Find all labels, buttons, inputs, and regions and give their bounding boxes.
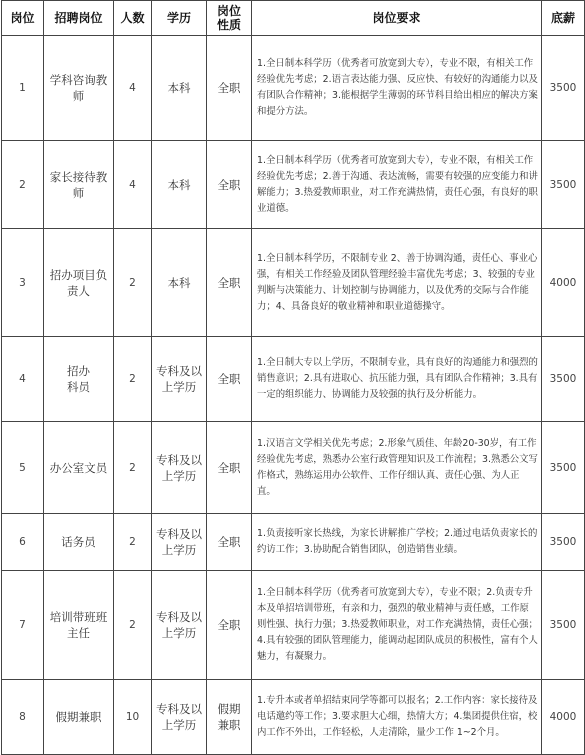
row-requirements: 1.负责接听家长热线，为家长讲解推广学校；2.通过电话负责家长的约访工作；3.协助配合销售团队，创造销售业绩。 [252, 514, 542, 571]
row-requirements: 1.全日制本科学历（优秀者可放宽到大专），专业不限，有相关工作经验优先考虑；2.语言表达能力强、反应快、有较好的沟通能力以及有团队合作精神；3.能根据学生薄弱的环节科目给出相应的解决方案和提分方法。 [252, 36, 542, 141]
header-count: 人数 [114, 1, 152, 36]
row-count: 2 [114, 514, 152, 571]
header-position: 招聘岗位 [44, 1, 114, 36]
row-position: 学科咨询教师 [44, 36, 114, 141]
table-row [2, 422, 585, 514]
row-index: 2 [2, 141, 44, 229]
row-position: 假期兼职 [44, 680, 114, 755]
row-nature: 全职 [207, 141, 252, 229]
row-position: 培训带班班主任 [44, 571, 114, 680]
table-row [2, 36, 585, 141]
row-salary: 4000 [542, 680, 585, 755]
header-requirements: 岗位要求 [252, 1, 542, 36]
row-index: 4 [2, 337, 44, 422]
table-row [2, 680, 585, 755]
row-nature: 全职 [207, 571, 252, 680]
row-count: 4 [114, 36, 152, 141]
row-education: 专科及以上学历 [152, 422, 207, 514]
row-count: 10 [114, 680, 152, 755]
row-salary: 3500 [542, 36, 585, 141]
row-position: 招办项目负责人 [44, 229, 114, 337]
row-index: 7 [2, 571, 44, 680]
row-education: 本科 [152, 36, 207, 141]
row-position: 话务员 [44, 514, 114, 571]
row-position: 家长接待教师 [44, 141, 114, 229]
row-salary: 3500 [542, 422, 585, 514]
table-row [2, 141, 585, 229]
table-row [2, 337, 585, 422]
row-requirements: 1.专升本或者单招结束同学等都可以报名；2.工作内容：家长接待及电话邀约等工作；3.要求胆大心细，热情大方；4.集团提供住宿，校内工作不外出，工作轻松，人走清除，量少工作 1~2个月。 [252, 680, 542, 755]
row-requirements: 1.全日制本科学历（优秀者可放宽到大专），专业不限；2.负责专升本及单招培训带班，有亲和力，强烈的敬业精神与责任感，工作原则性强、执行力强；3.热爱教师职业，对工作充满热情，责任心强；4.具有较强的团队管理能力，能调动起团队成员的积极性，富有个人魅力，有凝聚力。 [252, 571, 542, 680]
row-index: 5 [2, 422, 44, 514]
row-count: 4 [114, 141, 152, 229]
row-salary: 4000 [542, 229, 585, 337]
table-row [2, 229, 585, 337]
header-index: 岗位 [2, 1, 44, 36]
row-education: 专科及以上学历 [152, 571, 207, 680]
row-education: 专科及以上学历 [152, 680, 207, 755]
row-salary: 3500 [542, 571, 585, 680]
row-count: 2 [114, 571, 152, 680]
row-requirements: 1.汉语言文学相关优先考虑；2.形象气质佳、年龄20-30岁，有工作经验优先考虑，熟悉办公室行政管理知识及工作流程；3.熟悉公文写作格式，熟练运用办公软件、工作仔细认真、责任心强、为人正直。 [252, 422, 542, 514]
row-index: 6 [2, 514, 44, 571]
row-nature: 全职 [207, 229, 252, 337]
header-education: 学历 [152, 1, 207, 36]
row-requirements: 1.全日制本科学历（优秀者可放宽到大专），专业不限，有相关工作经验优先考虑；2.善于沟通、表达流畅，需要有较强的应变能力和讲解能力；3.热爱教师职业，对工作充满热情，责任心强，有良好的职业道德。 [252, 141, 542, 229]
header-row [2, 1, 585, 36]
row-education: 本科 [152, 141, 207, 229]
row-education: 专科及以上学历 [152, 337, 207, 422]
row-index: 1 [2, 36, 44, 141]
row-nature: 全职 [207, 337, 252, 422]
row-nature: 全职 [207, 36, 252, 141]
recruitment-table [1, 0, 585, 755]
row-index: 8 [2, 680, 44, 755]
row-count: 2 [114, 422, 152, 514]
row-nature: 假期兼职 [207, 680, 252, 755]
row-position: 招办科员 [44, 337, 114, 422]
row-education: 专科及以上学历 [152, 514, 207, 571]
row-requirements: 1.全日制本科学历，不限制专业 2、善于协调沟通，责任心、事业心强，有相关工作经验及团队管理经验丰富优先考虑；3、较强的专业判断与决策能力、计划控制与协调能力，以及优秀的交际与合作能力；4、具备良好的敬业精神和职业道德操守。 [252, 229, 542, 337]
row-position: 办公室文员 [44, 422, 114, 514]
row-salary: 3500 [542, 514, 585, 571]
header-nature: 岗位性质 [207, 1, 252, 36]
row-requirements: 1.全日制大专以上学历，不限制专业，具有良好的沟通能力和强烈的销售意识；2.具有进取心、抗压能力强，具有团队合作精神；3.具有一定的组织能力、协调能力及较强的执行及分析能力。 [252, 337, 542, 422]
row-education: 本科 [152, 229, 207, 337]
table-row [2, 571, 585, 680]
row-salary: 3500 [542, 141, 585, 229]
row-count: 2 [114, 229, 152, 337]
row-nature: 全职 [207, 514, 252, 571]
row-index: 3 [2, 229, 44, 337]
row-count: 2 [114, 337, 152, 422]
table-row [2, 514, 585, 571]
row-salary: 3500 [542, 337, 585, 422]
header-salary: 底薪 [542, 1, 585, 36]
row-nature: 全职 [207, 422, 252, 514]
